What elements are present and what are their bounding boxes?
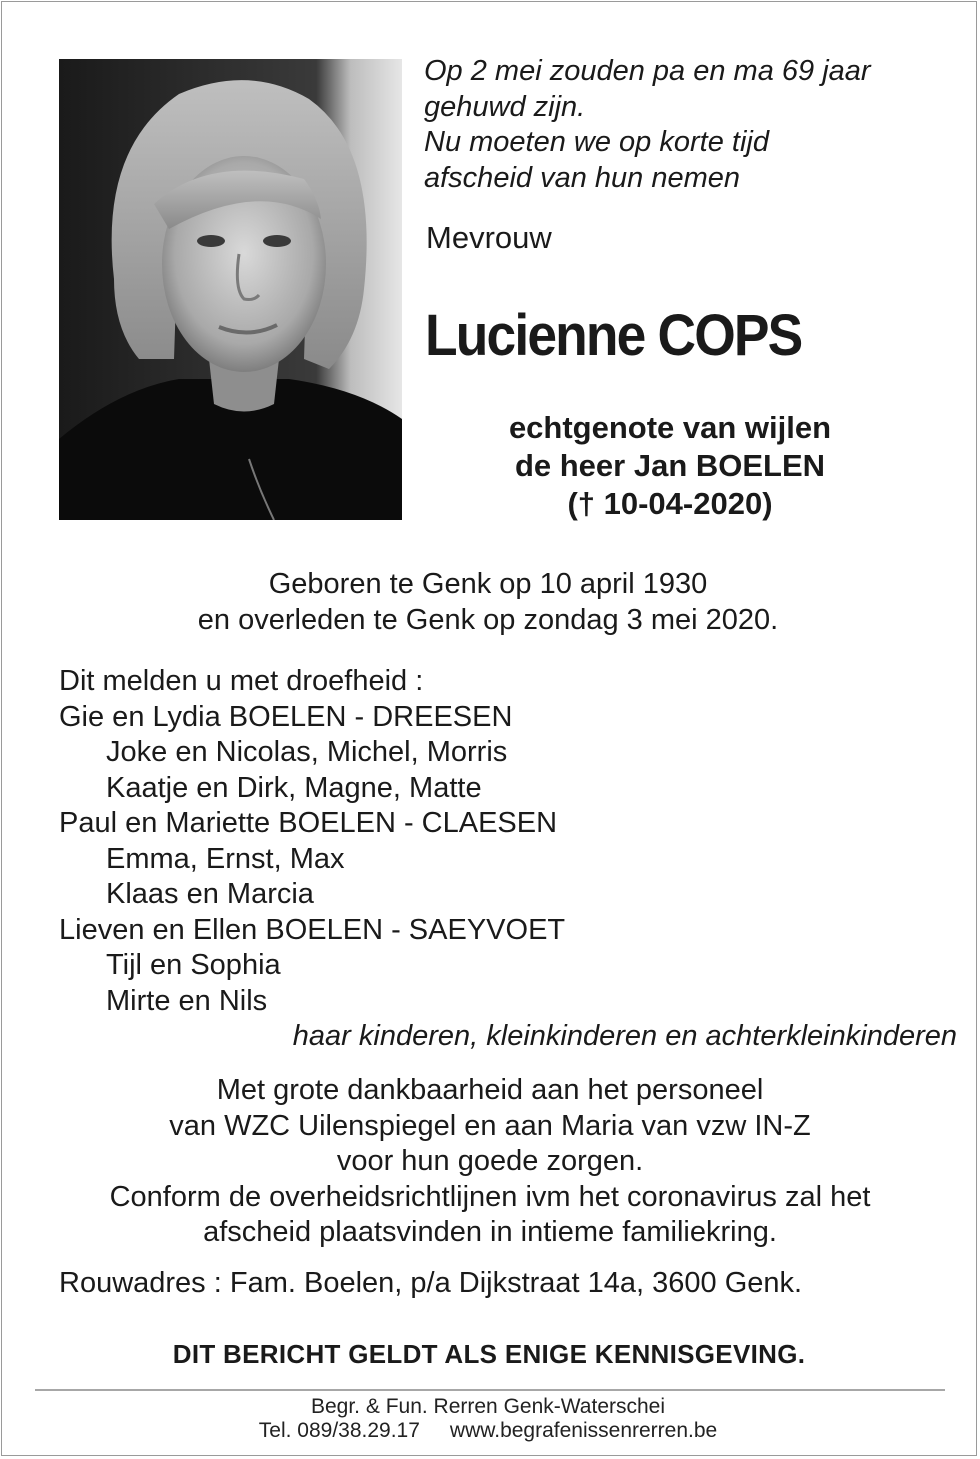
intro-line: Nu moeten we op korte tijd: [424, 126, 769, 158]
death-line: en overleden te Genk op zondag 3 mei 2020.: [197, 604, 779, 636]
family-children: Klaas en Marcia: [106, 878, 314, 910]
spouse-line: († 10-04-2020): [567, 486, 773, 521]
footer: [0, 1395, 976, 1443]
portrait-photo: [59, 59, 402, 520]
honorific: Mevrouw: [426, 220, 552, 255]
intro-line: afscheid van hun nemen: [424, 161, 740, 194]
thanks-line: Met grote dankbaarheid aan het personeel: [216, 1074, 764, 1106]
family-children: Mirte en Nils: [106, 984, 268, 1017]
mourning-address: Rouwadres : Fam. Boelen, p/a Dijkstraat 14a, 3600 Genk.: [59, 1267, 803, 1299]
thanks-line: van WZC Uilenspiegel en aan Maria van vzw IN-Z: [169, 1109, 811, 1142]
deceased-name: Lucienne COPS: [425, 303, 802, 368]
family-parents: Paul en Mariette BOELEN - CLAESEN: [59, 807, 558, 839]
family-heading: Dit melden u met droefheid :: [59, 665, 424, 697]
family-children: Joke en Nicolas, Michel, Morris: [106, 736, 508, 768]
spouse-info: [440, 409, 900, 523]
intro-line: gehuwd zijn.: [424, 90, 586, 123]
spouse-line: echtgenote van wijlen: [508, 410, 832, 445]
thanks-text: [0, 1073, 980, 1251]
family-list: [59, 664, 957, 1055]
notice-statement: DIT BERICHT GELDT ALS ENIGE KENNISGEVING.: [172, 1339, 806, 1369]
thanks-line: afscheid plaatsvinden in intieme familiekring.: [203, 1216, 777, 1248]
family-children: Kaatje en Dirk, Magne, Matte: [106, 771, 482, 804]
family-parents: Gie en Lydia BOELEN - DREESEN: [59, 700, 513, 733]
intro-text: [424, 54, 944, 196]
footer-phone: Tel. 089/38.29.17: [258, 1419, 420, 1442]
birth-line: Geboren te Genk op 10 april 1930: [268, 568, 708, 600]
thanks-line: voor hun goede zorgen.: [336, 1145, 644, 1177]
family-closing: haar kinderen, kleinkinderen en achterkleinkinderen: [292, 1020, 957, 1052]
intro-line: Op 2 mei zouden pa en ma 69 jaar: [424, 55, 871, 87]
footer-website[interactable]: www.begrafenissenrerren.be: [449, 1419, 718, 1442]
family-children: Emma, Ernst, Max: [106, 842, 345, 875]
birth-death-info: [0, 566, 976, 638]
family-parents: Lieven en Ellen BOELEN - SAEYVOET: [59, 913, 566, 946]
footer-contact: [0, 1419, 976, 1443]
thanks-line: Conform de overheidsrichtlijnen ivm het coronavirus zal het: [109, 1180, 871, 1213]
family-children: Tijl en Sophia: [106, 949, 281, 981]
spouse-line: de heer Jan BOELEN: [514, 448, 826, 483]
footer-company: Begr. & Fun. Rerren Genk-Waterschei: [310, 1395, 666, 1418]
footer-divider: [35, 1389, 945, 1391]
